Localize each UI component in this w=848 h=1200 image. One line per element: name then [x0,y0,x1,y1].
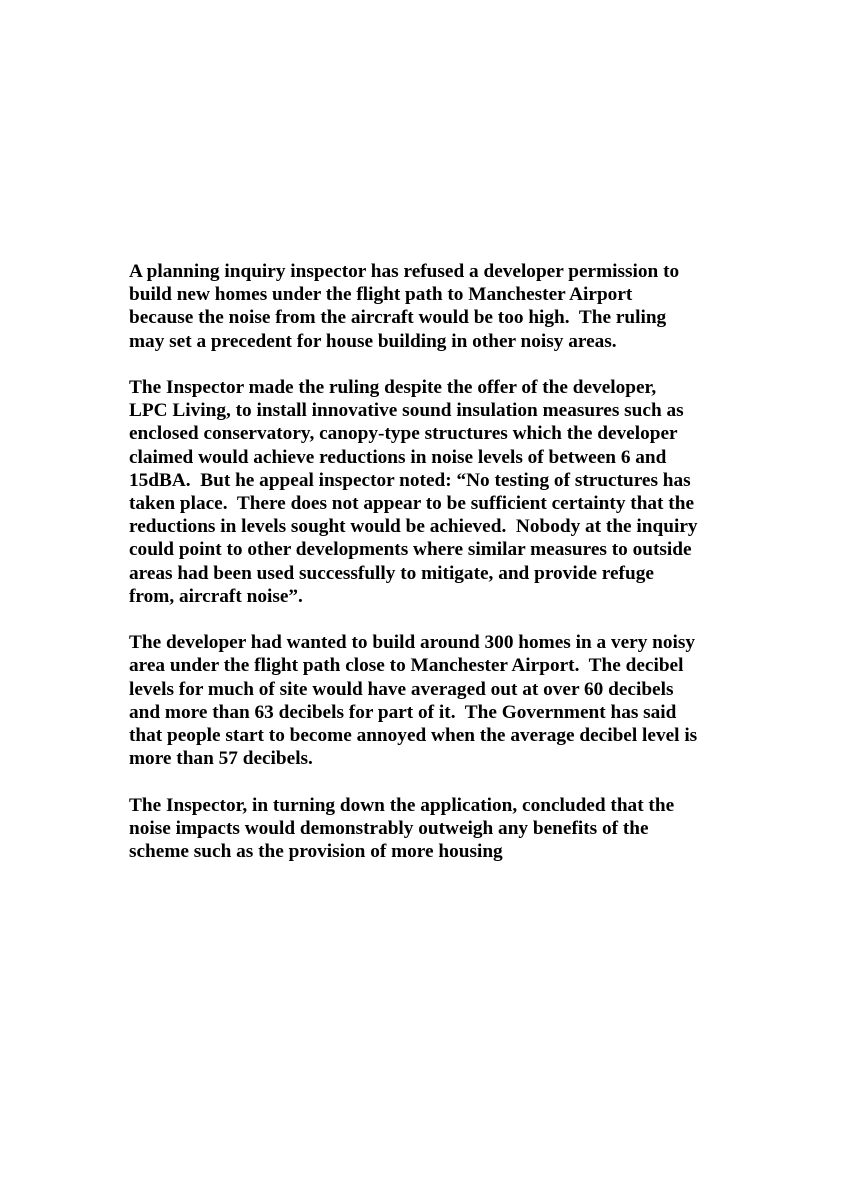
text-line: LPC Living, to install innovative sound insulation measures such as [129,400,684,422]
text-line: may set a precedent for house building in other noisy areas. [129,330,617,352]
text-line: areas had been used successfully to mitigate, and provide refuge [129,562,654,584]
paragraph-2 [129,376,769,608]
text-line: The developer had wanted to build around 300 homes in a very noisy [129,632,696,654]
text-line: from, aircraft noise”. [129,585,303,607]
text-line: 15dBA. But he appeal inspector noted: “No testing of structures has [129,469,691,491]
text-line: that people start to become annoyed when the average decibel level is [129,725,698,747]
paragraph-4 [129,794,769,864]
text-line: because the noise from the aircraft would be too high. The ruling [129,307,667,329]
paragraph-1 [129,260,769,353]
text-line: enclosed conservatory, canopy-type structures which the developer [129,423,678,445]
text-line: could point to other developments where similar measures to outside [129,539,692,561]
text-line: reductions in levels sought would be achieved. Nobody at the inquiry [129,516,698,538]
text-line: The Inspector, in turning down the application, concluded that the [129,794,675,816]
text-line: more than 57 decibels. [129,748,313,770]
text-line: scheme such as the provision of more housing [129,841,503,863]
text-line: and more than 63 decibels for part of it. The Government has said [129,701,677,723]
paragraph-3 [129,631,769,770]
text-line: build new homes under the flight path to Manchester Airport [129,284,633,306]
text-line: levels for much of site would have averaged out at over 60 decibels [129,678,674,700]
text-line: area under the flight path close to Manchester Airport. The decibel [129,655,684,677]
text-line: noise impacts would demonstrably outweigh any benefits of the [129,817,649,839]
text-line: taken place. There does not appear to be sufficient certainty that the [129,493,695,515]
document-body [129,260,769,886]
text-line: claimed would achieve reductions in noise levels of between 6 and [129,446,667,468]
text-line: The Inspector made the ruling despite the offer of the developer, [129,377,657,398]
text-line: A planning inquiry inspector has refused a developer permission to [129,261,680,282]
